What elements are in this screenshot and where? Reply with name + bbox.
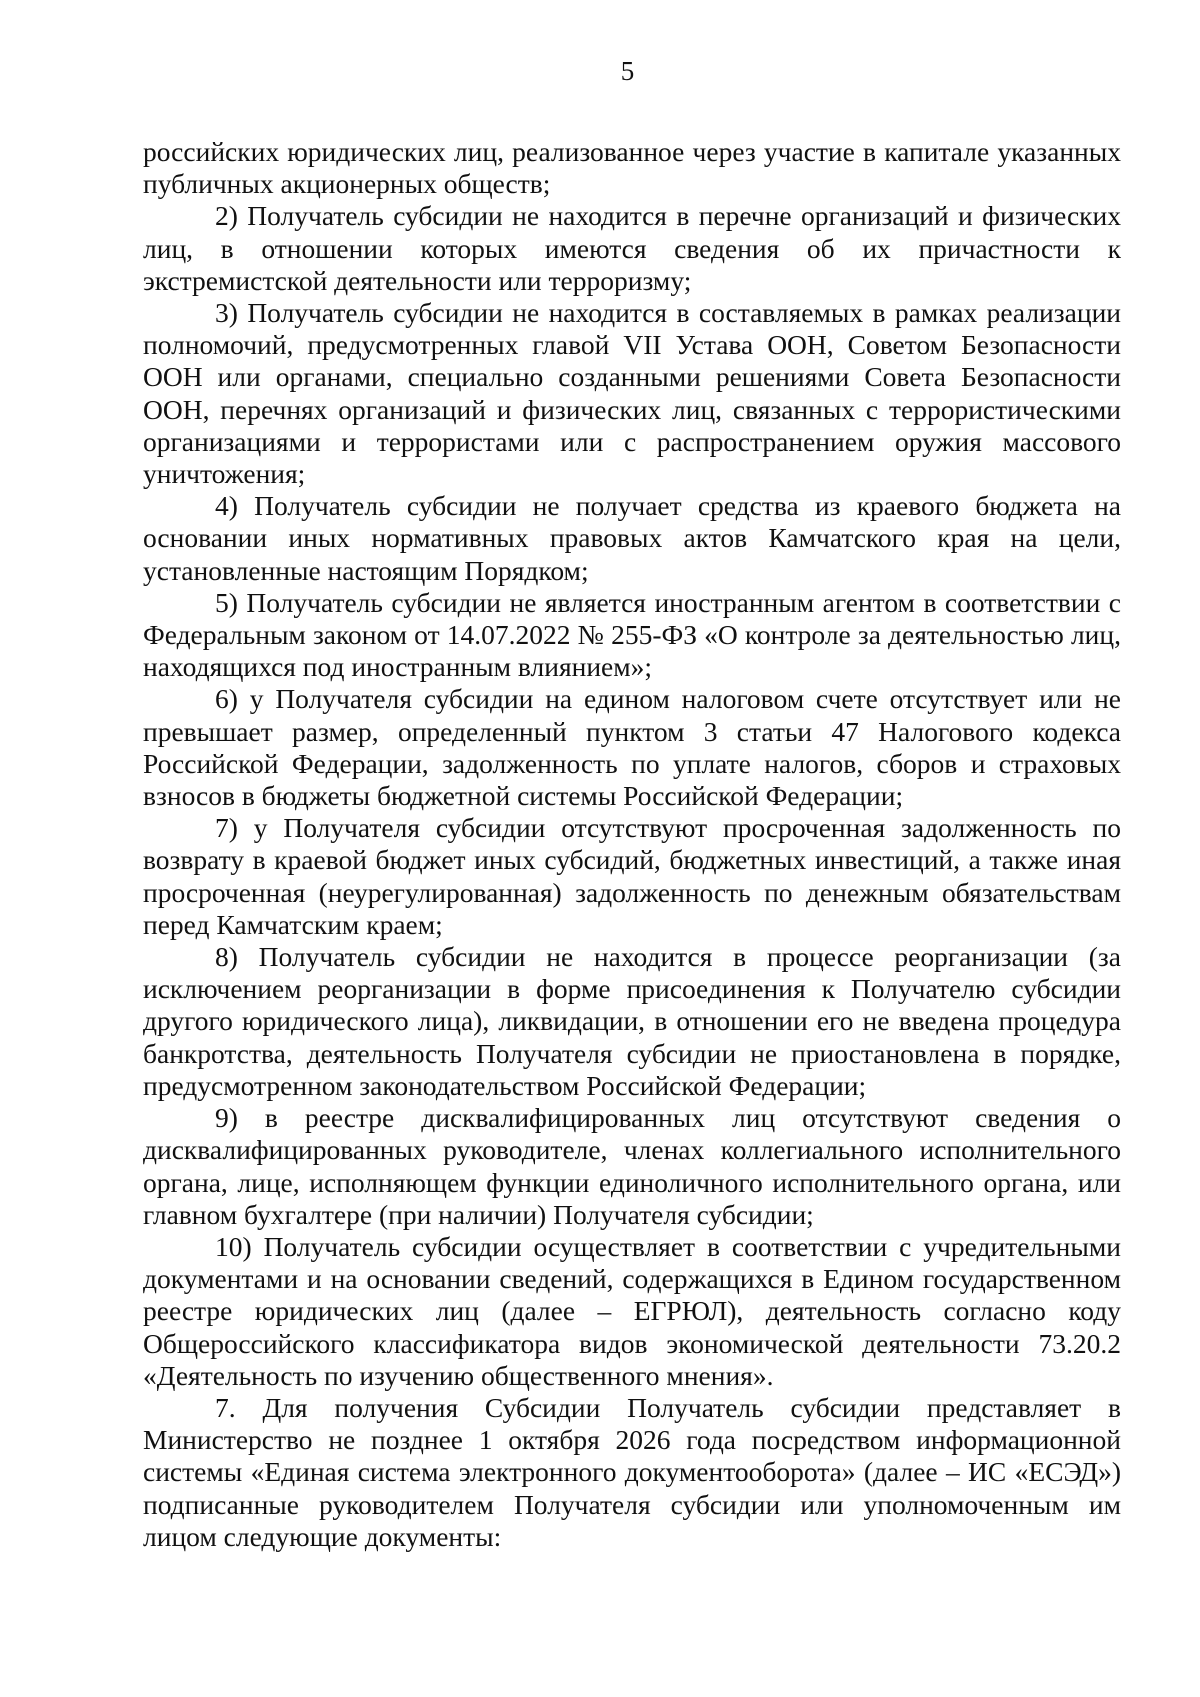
paragraph-item-8: 8) Получатель субсидии не находится в процессе реорганизации (за исключением реорганизации в форме присоединения к Получателю субсидии другого юридического лица), ликвидации, в отношении его не введена процедура банкротства, деятельность Получателя субсидии не приостановлена в порядке, предусмотренном законодательством Российской Федерации; (143, 941, 1121, 1101)
page-number: 5 (620, 56, 635, 86)
paragraph-item-6: 6) у Получателя субсидии на едином налоговом счете отсутствует или не превышает размер, определенный пунктом 3 статьи 47 Налогового кодекса Российской Федерации, задолженность по уплате налогов, сборов и страховых взносов в бюджеты бюджетной системы Российской Федерации; (143, 683, 1121, 812)
paragraph-continuation: российских юридических лиц, реализованное через участие в капитале указанных публичных акционерных обществ; (143, 136, 1121, 200)
paragraph-item-2: 2) Получатель субсидии не находится в перечне организаций и физических лиц, в отношении которых имеются сведения об их причастности к экстремистской деятельности или терроризму; (143, 200, 1121, 296)
paragraph-section-7: 7. Для получения Субсидии Получатель субсидии представляет в Министерство не позднее 1 октября 2026 года посредством информационной системы «Единая система электронного документооборота» (далее – ИС «ЕСЭД») подписанные руководителем Получателя субсидии или уполномоченным им лицом следующие документы: (143, 1391, 1121, 1552)
paragraph-item-7: 7) у Получателя субсидии отсутствуют просроченная задолженность по возврату в краевой бюджет иных субсидий, бюджетных инвестиций, а также иная просроченная (неурегулированная) задолженность по денежным обязательствам перед Камчатским краем; (143, 812, 1121, 940)
paragraph-item-5: 5) Получатель субсидии не является иностранным агентом в соответствии с Федеральным законом от 14.07.2022 № 255-ФЗ «О контроле за деятельностью лиц, находящихся под иностранным влиянием»; (143, 586, 1121, 683)
paragraph-item-10: 10) Получатель субсидии осуществляет в соответствии с учредительными документами и на основании сведений, содержащихся в Едином государственном реестре юридических лиц (далее – ЕГРЮЛ), деятельность согласно коду Общероссийского классификатора видов экономической деятельности 73.20.2 «Деятельность по изучению общественного мнения». (143, 1230, 1121, 1391)
paragraph-item-9: 9) в реестре дисквалифицированных лиц отсутствуют сведения о дисквалифицированных руководителе, членах коллегиального исполнительного органа, лице, исполняющем функции единоличного исполнительного органа, или главном бухгалтере (при наличии) Получателя субсидии; (143, 1102, 1121, 1230)
document-body (143, 136, 1121, 1553)
paragraph-item-3: 3) Получатель субсидии не находится в составляемых в рамках реализации полномочий, предусмотренных главой VII Устава ООН, Советом Безопасности ООН или органами, специально созданными решениями Совета Безопасности ООН, перечнях организаций и физических лиц, связанных с террористическими организациями и террористами или с распространением оружия массового уничтожения; (143, 297, 1121, 490)
paragraph-item-4: 4) Получатель субсидии не получает средства из краевого бюджета на основании иных нормативных правовых актов Камчатского края на цели, установленные настоящим Порядком; (143, 490, 1121, 586)
